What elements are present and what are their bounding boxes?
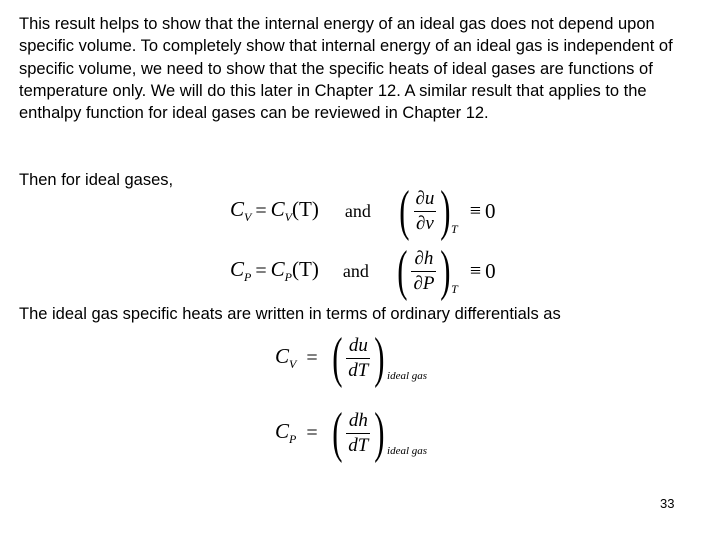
left-paren: (: [331, 402, 343, 464]
subscript-ideal-gas: ideal gas: [387, 370, 428, 382]
left-paren: (: [399, 180, 410, 242]
right-paren: ): [440, 240, 451, 302]
identity-sign: ≡: [469, 259, 482, 282]
identity-sign: ≡: [469, 199, 481, 222]
cv-rhs: $C_V(T)$: [270, 197, 319, 224]
and-word: and: [342, 260, 369, 281]
equals-sign: =: [306, 421, 318, 444]
cv-lhs: $C_V$: [275, 344, 297, 371]
zero-value: 0: [485, 258, 496, 283]
equals-sign: =: [255, 199, 267, 222]
equation-cv-ideal-gas: [275, 327, 428, 389]
differentials-paragraph: The ideal gas specific heats are written in terms of ordinary differentials as: [19, 305, 561, 323]
equation-cp-ideal-gas: [275, 402, 428, 464]
partial-derivative-h-p: $\frac{\partial h}{\partial P}$: [413, 247, 435, 294]
equals-sign: =: [255, 259, 267, 282]
subscript-t: T: [451, 282, 458, 296]
intro-paragraph: This result helps to show that the internal energy of an ideal gas does not depend upon specific volume. To completely show that internal energy of an ideal gas is independent of specific volume, we need to show that the specific heats of ideal gases are functions of temperature only. We will do this later in Chapter 12. A similar result that applies to the enthalpy function for ideal gases can be reviewed in Chapter 12.: [19, 15, 673, 123]
equation-cp-function: [230, 240, 496, 302]
subscript-t: T: [451, 222, 458, 236]
cp-lhs: $C_P$: [275, 419, 297, 446]
derivative-du-dt: $\frac{du}{dT}$: [348, 334, 369, 381]
then-paragraph: Then for ideal gases,: [19, 171, 174, 189]
right-paren: ): [440, 180, 451, 242]
cp-rhs: $C_P(T)$: [270, 257, 319, 284]
left-paren: (: [397, 240, 408, 302]
cp-lhs: $C_P$: [230, 257, 252, 284]
equation-cv-function: [230, 180, 496, 242]
partial-derivative-u-v: $\frac{\partial u}{\partial v}$: [415, 187, 435, 234]
page-number: 33: [660, 496, 675, 511]
derivative-dh-dt: $\frac{dh}{dT}$: [348, 409, 369, 456]
equals-sign: =: [306, 346, 318, 369]
cv-lhs: $C_V$: [230, 197, 252, 224]
left-paren: (: [331, 327, 343, 389]
right-paren: ): [374, 327, 385, 389]
right-paren: ): [374, 402, 385, 464]
zero-value: 0: [485, 198, 496, 223]
and-word: and: [344, 200, 371, 221]
subscript-ideal-gas: ideal gas: [387, 445, 428, 457]
